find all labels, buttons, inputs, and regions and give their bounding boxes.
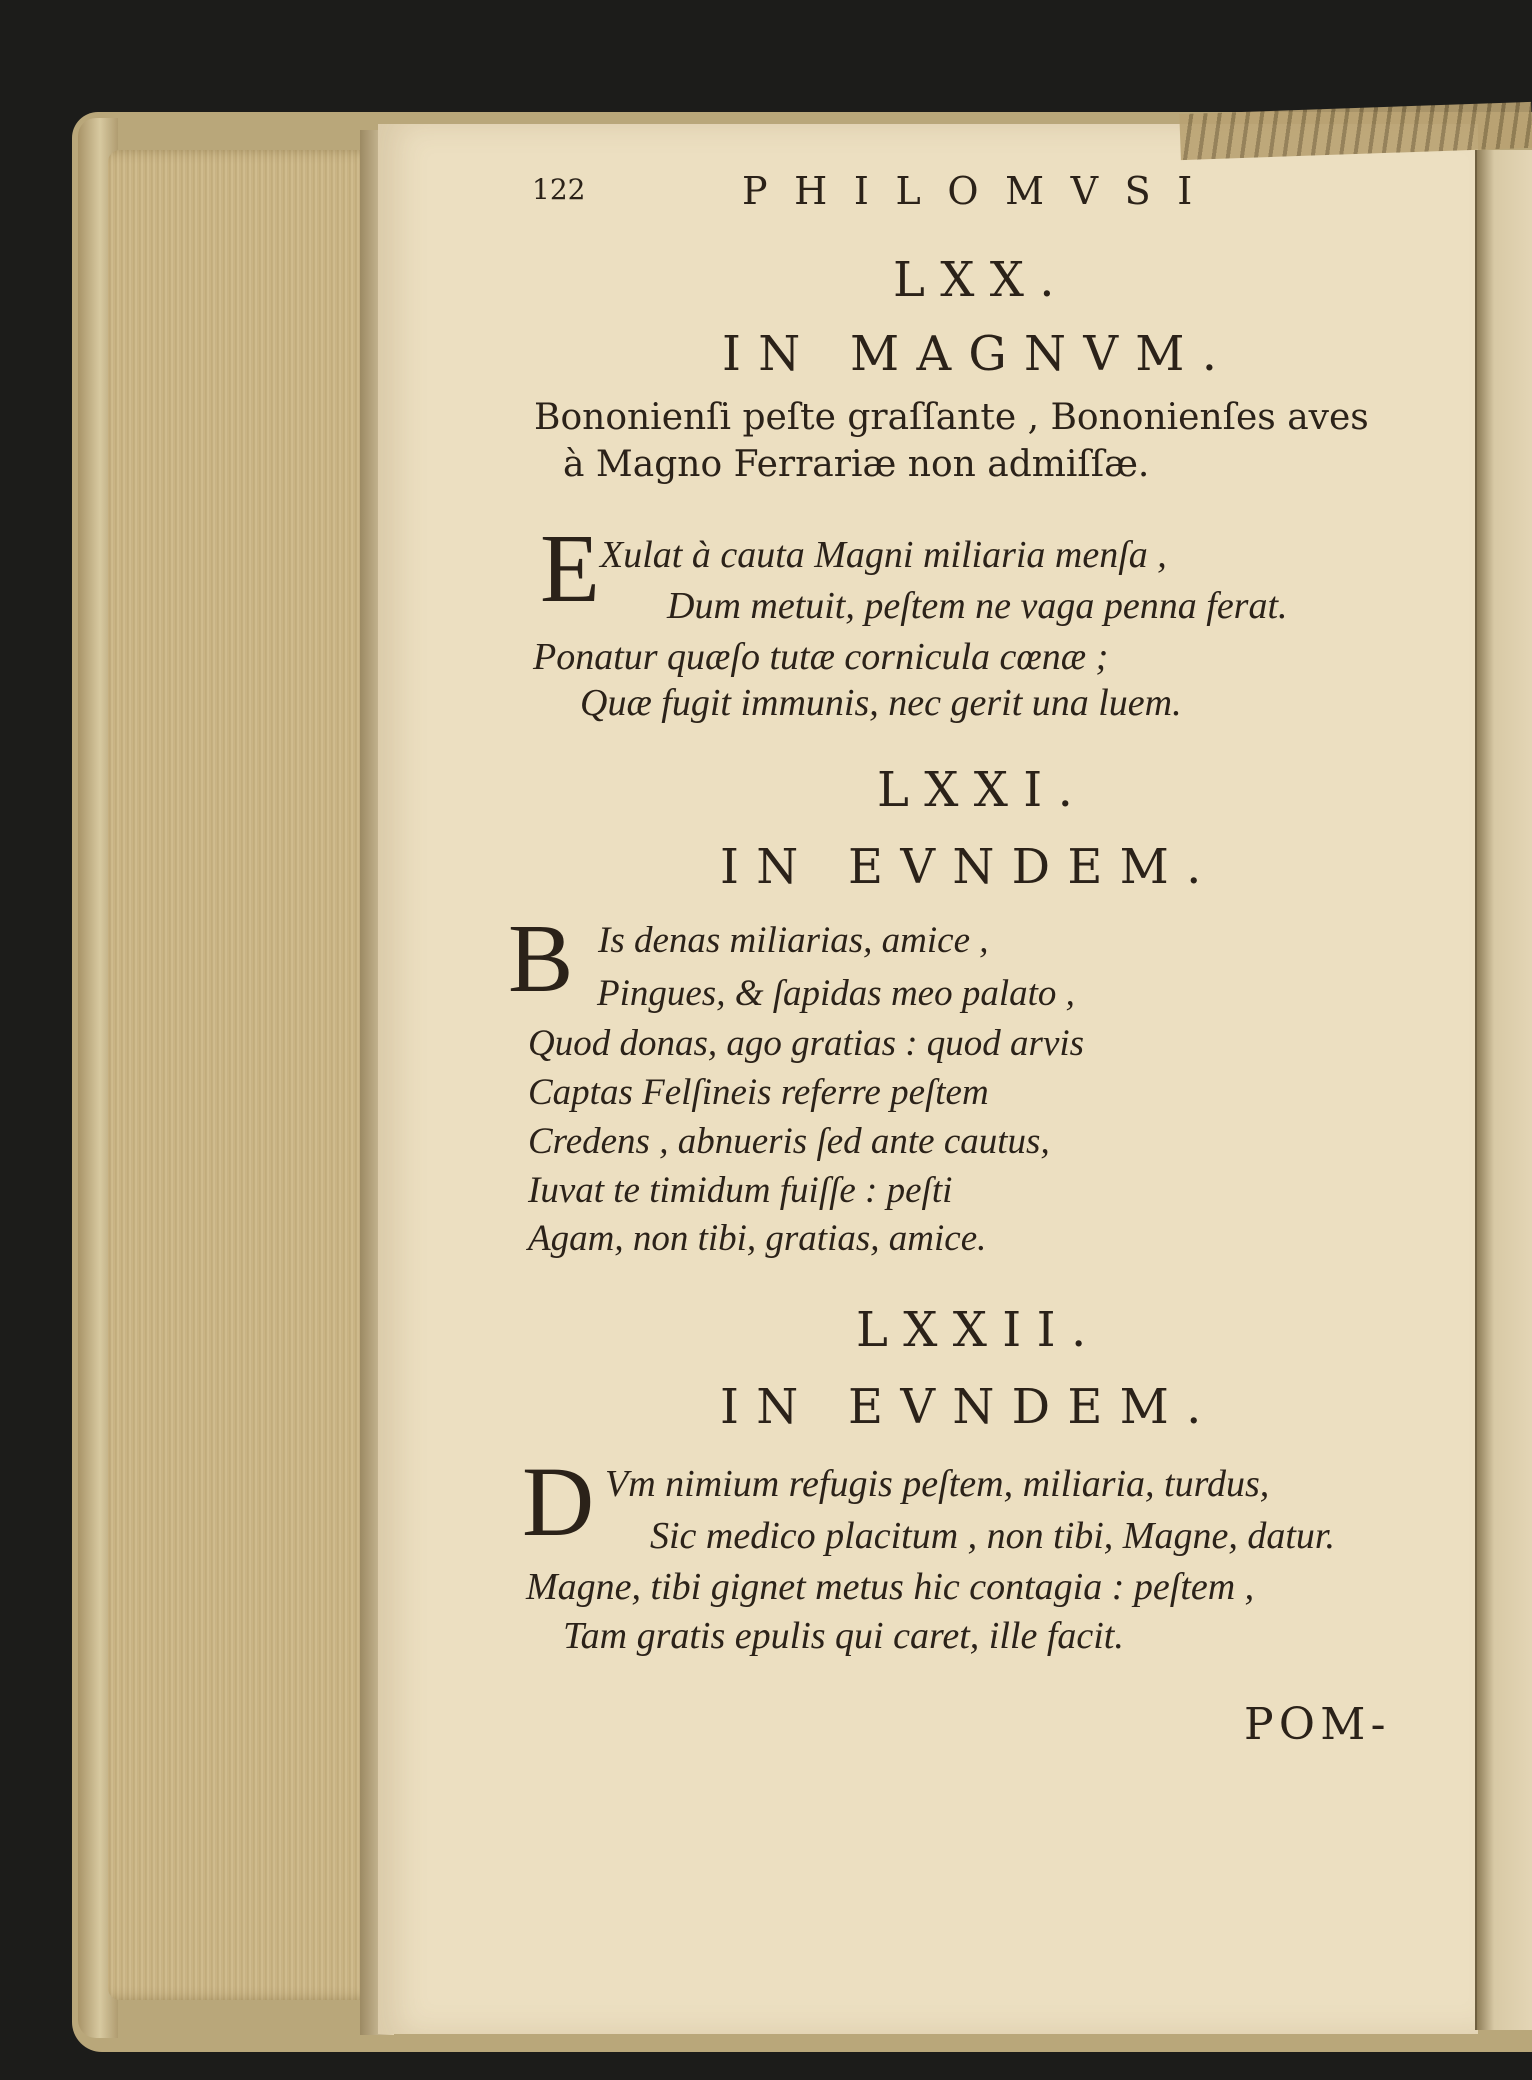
- verse-line: Is denas miliarias, amice ,: [598, 920, 989, 961]
- verse-line: Ponatur quæſo tutæ cornicula cœnæ ;: [533, 636, 1109, 678]
- verse-line: Xulat à cauta Magni miliaria menſa ,: [600, 534, 1167, 576]
- verse-line: Pingues, & ſapidas meo palato ,: [597, 973, 1075, 1014]
- verse-line: Quod donas, ago gratias : quod arvis: [528, 1023, 1085, 1064]
- verse-line: Iuvat te timidum fuiſſe : peſti: [528, 1170, 953, 1211]
- drop-initial: E: [540, 515, 600, 623]
- page-edges-stack: [108, 150, 378, 2000]
- verse-line: Sic medico placitum , non tibi, Magne, datur.: [650, 1515, 1335, 1557]
- running-head: PHILOMVSI: [742, 169, 1219, 213]
- epigram-title: IN EVNDEM.: [720, 1379, 1219, 1435]
- page-number: 122: [532, 173, 586, 206]
- epigram-title: IN EVNDEM.: [720, 839, 1219, 895]
- epigram-subtitle-line: à Magno Ferrariæ non admiſſæ.: [563, 444, 1150, 485]
- facing-page-edge: [1475, 150, 1532, 2030]
- verse-line: Magne, tibi gignet metus hic contagia : peſtem ,: [526, 1566, 1255, 1608]
- verse-line: Tam gratis epulis qui caret, ille facit.: [563, 1615, 1124, 1657]
- verse-line: Captas Felſineis referre peſtem: [528, 1072, 989, 1113]
- epigram-title: IN MAGNVM.: [722, 326, 1235, 382]
- verse-line: Vm nimium refugis peſtem, miliaria, turdus,: [605, 1463, 1270, 1505]
- epigram-number: LXX.: [893, 252, 1070, 308]
- catchword: POM-: [1244, 1699, 1391, 1750]
- epigram-number: LXXII.: [856, 1302, 1102, 1358]
- epigram-number: LXXI.: [877, 762, 1089, 818]
- drop-initial: B: [508, 905, 574, 1013]
- verse-line: Quæ fugit immunis, nec gerit una luem.: [580, 682, 1182, 724]
- epigram-subtitle-line: Bononienſi peſte graſſante , Bononienſes aves: [534, 397, 1369, 438]
- verse-line: Dum metuit, peſtem ne vaga penna ferat.: [667, 585, 1288, 627]
- verse-line: Agam, non tibi, gratias, amice.: [528, 1218, 987, 1259]
- verse-line: Credens , abnueris ſed ante cautus,: [528, 1121, 1050, 1162]
- drop-initial: D: [522, 1446, 595, 1557]
